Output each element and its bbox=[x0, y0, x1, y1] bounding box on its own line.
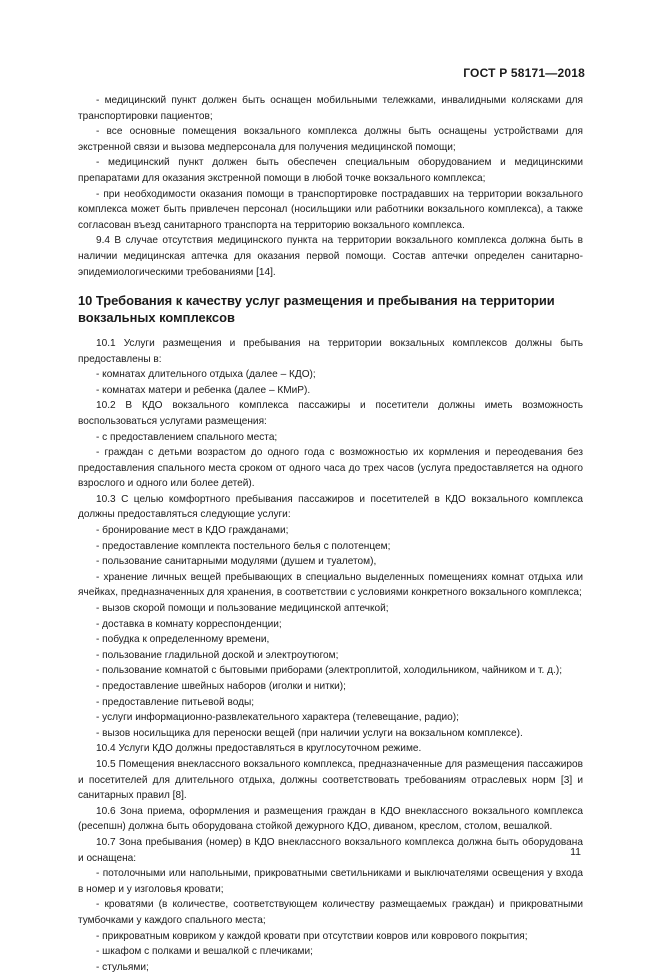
paragraph: - вызов скорой помощи и пользование медицинской аптечкой; bbox=[96, 603, 389, 615]
paragraph: - при необходимости оказания помощи в транспортировке пострадавших на территории вокзального комплекса может быть привлечен персонал (носильщики или работники вокзального комплекса), а также согласован въезд санитарного транспорта на территорию вокзального комплекса. bbox=[78, 188, 583, 231]
paragraph: - граждан с детьми возрастом до одного года с возможностью их кормления и переодевания без предоставления спального места сроком от одного часа до трех часов (услуга предоставляется на одного взрослого и одного или более детей). bbox=[78, 447, 583, 490]
paragraph: 10.1 Услуги размещения и пребывания на территории вокзальных комплексов должны быть предоставлены в: bbox=[78, 337, 583, 365]
paragraph: - стульями; bbox=[96, 961, 149, 973]
page-number: 11 bbox=[570, 846, 581, 858]
paragraph: - комнатах длительного отдыха (далее – КДО); bbox=[96, 369, 316, 381]
paragraph: - доставка в комнату корреспонденции; bbox=[96, 618, 282, 630]
paragraph: - предоставление комплекта постельного белья с полотенцем; bbox=[96, 540, 391, 552]
paragraph: - бронирование мест в КДО гражданами; bbox=[96, 525, 289, 537]
paragraph: - шкафом с полками и вешалкой с плечиками; bbox=[96, 946, 313, 958]
paragraph: 10.4 Услуги КДО должны предоставляться в круглосуточном режиме. bbox=[96, 743, 422, 755]
paragraph: - медицинский пункт должен быть обеспечен специальным оборудованием и медицинскими препаратами для оказания экстренной помощи в любой точке вокзального комплекса; bbox=[78, 157, 583, 184]
document-code: ГОСТ Р 58171—2018 bbox=[463, 66, 585, 80]
paragraph: - медицинский пункт должен быть оснащен мобильными тележками, инвалидными колясками для транспортировки пациентов; bbox=[78, 95, 583, 122]
paragraph: - все основные помещения вокзального комплекса должны быть оснащены устройствами для экстренной связи и вызова медперсонала для получения медицинской помощи; bbox=[78, 126, 583, 153]
paragraph: - пользование комнатой с бытовыми приборами (электроплитой, холодильником, чайником и т. д.); bbox=[96, 665, 563, 677]
paragraph: - услуги информационно-развлекательного характера (телевещание, радио); bbox=[96, 712, 459, 724]
paragraph: - пользование санитарными модулями (душем и туалетом), bbox=[96, 556, 377, 568]
paragraph: - прикроватным ковриком у каждой кровати при отсутствии ковров или коврового покрытия; bbox=[96, 930, 528, 942]
paragraph: 10.3 С целью комфортного пребывания пассажиров и посетителей в КДО вокзального комплекса должны предоставляться следующие услуги: bbox=[78, 493, 583, 521]
paragraph: - предоставление швейных наборов (иголки и нитки); bbox=[96, 681, 346, 692]
paragraph: - пользование гладильной доской и электроутюгом; bbox=[96, 649, 339, 661]
paragraph: 10.2 В КДО вокзального комплекса пассажиры и посетители должны иметь возможность воспользоваться услугами размещения: bbox=[78, 400, 583, 427]
paragraph: 9.4 В случае отсутствия медицинского пункта на территории вокзального комплекса должна быть в наличии медицинская аптечка для оказания первой помощи. Состав аптечки определен санитарно-эпидемиологическими требованиями [14]. bbox=[78, 235, 583, 278]
document-body bbox=[78, 93, 583, 975]
paragraph: - предоставление питьевой воды; bbox=[96, 696, 255, 708]
paragraph: - комнатах матери и ребенка (далее – КМиР). bbox=[96, 384, 311, 396]
section-heading: 10 Требования к качеству услуг размещения и пребывания на территории вокзальных комплексов bbox=[78, 293, 555, 325]
paragraph: - хранение личных вещей пребывающих в специально выделенных помещениях комнат отдыха или ячейках, предназначенных для хранения, в соответствии с условиями конкретного вокзального комплекса; bbox=[78, 571, 583, 599]
paragraph: - кроватями (в количестве, соответствующем количеству размещаемых граждан) и прикроватными тумбочками у каждого спального места; bbox=[78, 899, 583, 926]
paragraph: 10.5 Помещения внеклассного вокзального комплекса, предназначенные для размещения пассажиров и посетителей для длительного отдыха, должны соответствовать требованиям отраслевых норм [3] и санитарных правил [8]. bbox=[78, 758, 583, 802]
paragraph: 10.6 Зона приема, оформления и размещения граждан в КДО внеклассного вокзального комплекса (ресепшн) должна быть оборудована стойкой дежурного КДО, диваном, креслом, столом, вешалкой. bbox=[78, 805, 583, 833]
paragraph: - потолочными или напольными, прикроватными светильниками и выключателями освещения у входа в номер и у изголовья кровати; bbox=[78, 868, 583, 895]
paragraph: 10.7 Зона пребывания (номер) в КДО внеклассного вокзального комплекса должна быть оборудована и оснащена: bbox=[78, 836, 583, 864]
paragraph: - вызов носильщика для переноски вещей (при наличии услуги на вокзальном комплексе). bbox=[96, 727, 523, 739]
paragraph: - побудка к определенному времени, bbox=[96, 634, 270, 646]
paragraph: - с предоставлением спального места; bbox=[96, 431, 278, 443]
